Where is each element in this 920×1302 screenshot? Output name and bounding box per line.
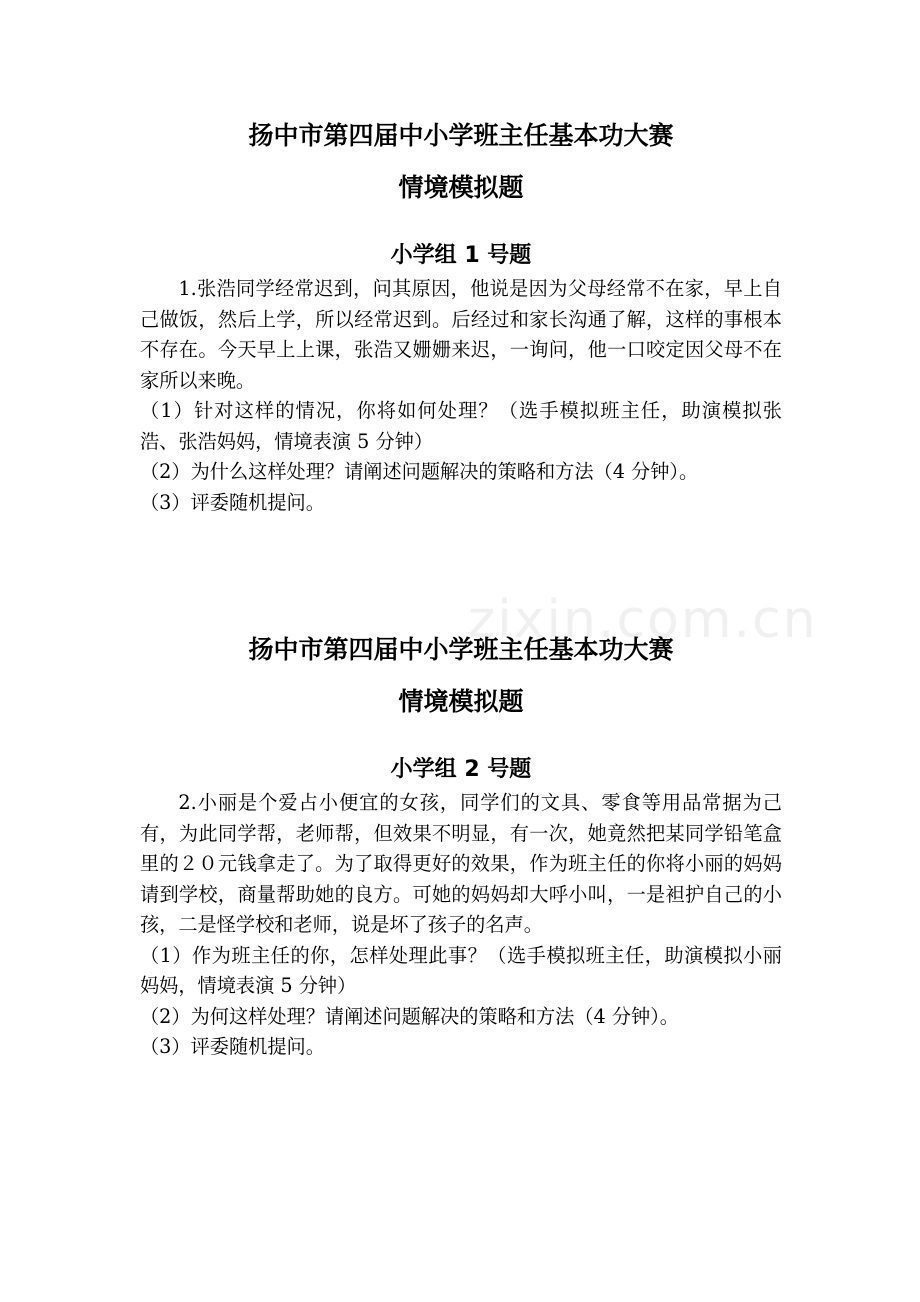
question-item: （3）评委随机提问。 xyxy=(140,490,325,514)
question-item: （1）作为班主任的你，怎样处理此事？（选手模拟班主任，助演模拟小丽妈妈，情境表演 5 分钟） xyxy=(140,943,782,997)
competition-title: 扬中市第四届中小学班主任基本功大赛 xyxy=(248,635,674,664)
group-label: 小学组 1 号题 xyxy=(390,243,532,268)
section-title: 情境模拟题 xyxy=(398,687,524,716)
question-item: （1）针对这样的情况，你将如何处理？（选手模拟班主任，助演模拟张浩、张浩妈妈，情境表演 5 分钟） xyxy=(140,399,782,453)
scenario-paragraph: 1.张浩同学经常迟到，问其原因，他说是因为父母经常不在家，早上自己做饭，然后上学，所以经常迟到。后经过和家长沟通了解，这样的事根本不存在。今天早上上课，张浩又姗姗来迟，一询问，他一口咬定因父母不在家所以来晚。 xyxy=(140,277,782,392)
question-section-1 xyxy=(140,110,782,518)
scenario-paragraph: 2.小丽是个爱占小便宜的女孩，同学们的文具、零食等用品常据为己有，为此同学帮，老师帮，但效果不明显，有一次，她竟然把某同学铅笔盒里的２０元钱拿走了。为了取得更好的效果，作为班主任的你将小丽的妈妈请到学校，商量帮助她的良方。可她的妈妈却大呼小叫，一是袒护自己的小孩，二是怪学校和老师，说是坏了孩子的名声。 xyxy=(140,791,782,936)
group-label: 小学组 2 号题 xyxy=(390,757,532,782)
section-title: 情境模拟题 xyxy=(398,173,524,202)
competition-title: 扬中市第四届中小学班主任基本功大赛 xyxy=(248,121,674,150)
question-section-2 xyxy=(140,624,782,1063)
question-item: （2）为什么这样处理？请阐述问题解决的策略和方法（4 分钟）。 xyxy=(140,460,699,483)
watermark: zixin.com.cn xyxy=(468,590,818,650)
question-item: （2）为何这样处理？请阐述问题解决的策略和方法（4 分钟）。 xyxy=(140,1004,679,1028)
question-item: （3）评委随机提问。 xyxy=(140,1035,325,1058)
